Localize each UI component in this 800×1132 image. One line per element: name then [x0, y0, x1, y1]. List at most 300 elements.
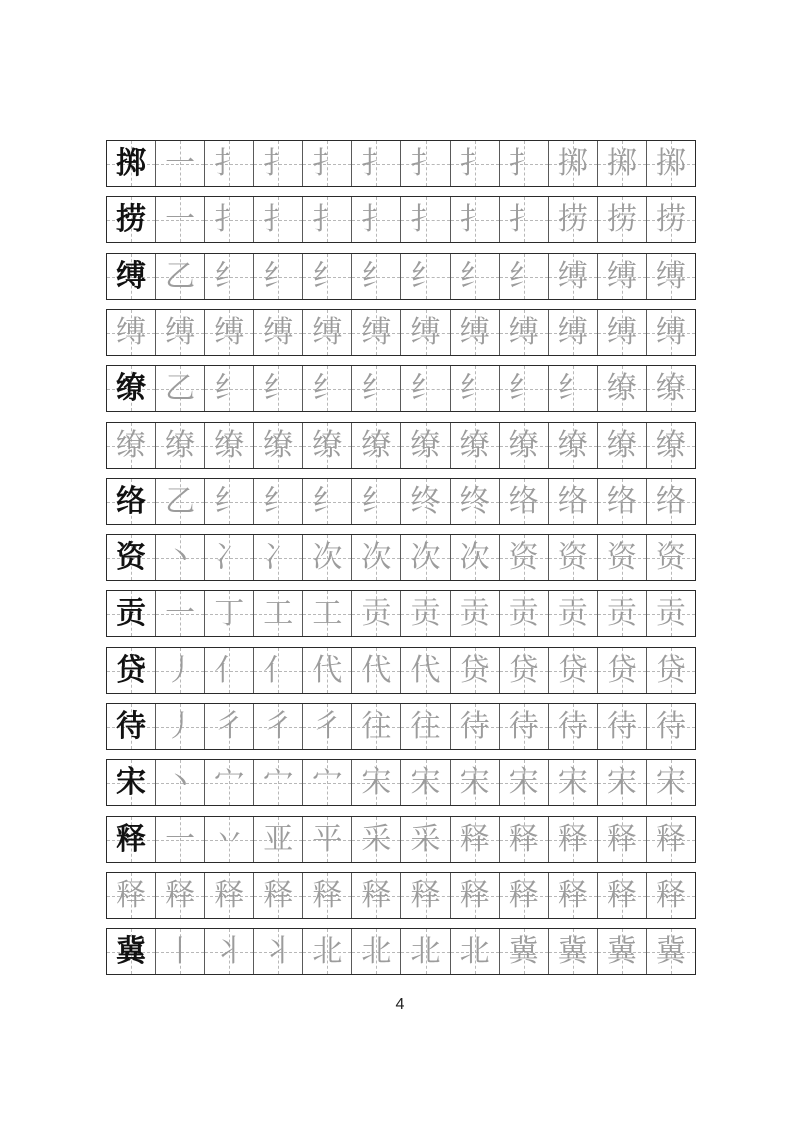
character-glyph: 终 [459, 483, 490, 519]
tracing-cell [646, 310, 695, 355]
character-glyph: 贡 [116, 595, 147, 631]
tracing-cell [302, 817, 351, 862]
character-glyph: 缭 [214, 427, 245, 463]
tracing-cell [450, 535, 499, 580]
tracing-cell [646, 423, 695, 468]
tracing-cell [646, 141, 695, 186]
character-glyph: 冀 [508, 933, 539, 969]
tracing-cell [400, 141, 449, 186]
tracing-cell [155, 704, 204, 749]
character-glyph: 纟 [214, 370, 245, 406]
character-glyph: 缭 [116, 427, 147, 463]
character-glyph: 亚 [263, 821, 294, 857]
character-glyph: 纟 [508, 370, 539, 406]
character-glyph: 冀 [557, 933, 588, 969]
tracing-cell [204, 760, 253, 805]
character-glyph: 贷 [508, 652, 539, 688]
character-glyph: 终 [410, 483, 441, 519]
model-character-cell [107, 817, 155, 862]
character-glyph: 扌 [361, 145, 392, 181]
character-glyph: 缚 [557, 314, 588, 350]
tracing-cell [646, 197, 695, 242]
character-glyph: 纟 [508, 258, 539, 294]
tracing-cell [302, 197, 351, 242]
tracing-cell [204, 704, 253, 749]
character-glyph: 缚 [655, 258, 686, 294]
character-glyph: 释 [557, 821, 588, 857]
tracing-cell [548, 873, 597, 918]
character-glyph: 释 [214, 877, 245, 913]
character-glyph: 缚 [410, 314, 441, 350]
tracing-cell [351, 535, 400, 580]
tracing-cell [253, 873, 302, 918]
character-glyph: 扌 [263, 201, 294, 237]
tracing-cell [155, 535, 204, 580]
tracing-cell [548, 760, 597, 805]
character-glyph: 释 [606, 821, 637, 857]
character-glyph: 纟 [410, 258, 441, 294]
tracing-cell [597, 423, 646, 468]
character-glyph: 掷 [116, 145, 147, 181]
character-glyph: 冀 [606, 933, 637, 969]
tracing-cell [548, 197, 597, 242]
character-glyph: 贡 [508, 595, 539, 631]
tracing-cell [499, 648, 548, 693]
practice-row [106, 928, 696, 975]
tracing-cell [450, 479, 499, 524]
character-glyph: 贷 [459, 652, 490, 688]
tracing-cell [400, 760, 449, 805]
tracing-cell [450, 648, 499, 693]
character-glyph: 宋 [116, 764, 147, 800]
tracing-cell [253, 929, 302, 974]
character-glyph: 丬 [263, 933, 294, 969]
page-number: 4 [395, 996, 405, 1013]
tracing-cell [597, 141, 646, 186]
model-character-cell [107, 704, 155, 749]
tracing-cell [548, 648, 597, 693]
model-character-cell [107, 648, 155, 693]
model-character-cell [107, 760, 155, 805]
character-glyph: 宋 [557, 764, 588, 800]
character-glyph: 冫 [263, 539, 294, 575]
tracing-cell [155, 873, 204, 918]
tracing-cell [597, 535, 646, 580]
tracing-cell [499, 366, 548, 411]
tracing-cell [499, 479, 548, 524]
character-glyph: 缚 [263, 314, 294, 350]
tracing-cell [597, 591, 646, 636]
character-glyph: 释 [361, 877, 392, 913]
character-glyph: 络 [116, 483, 147, 519]
tracing-cell [548, 817, 597, 862]
character-glyph: 缚 [116, 258, 147, 294]
practice-row [106, 478, 696, 525]
character-glyph: 释 [410, 877, 441, 913]
character-glyph: 丨 [165, 933, 196, 969]
tracing-cell [646, 873, 695, 918]
character-glyph: 缚 [606, 258, 637, 294]
character-glyph: 贡 [361, 595, 392, 631]
tracing-cell [646, 817, 695, 862]
tracing-cell [450, 197, 499, 242]
character-glyph: 释 [557, 877, 588, 913]
tracing-cell [597, 197, 646, 242]
tracing-cell [400, 254, 449, 299]
tracing-cell [548, 535, 597, 580]
tracing-cell [253, 366, 302, 411]
tracing-cell [400, 366, 449, 411]
model-character-cell [107, 254, 155, 299]
tracing-cell [400, 591, 449, 636]
tracing-cell [253, 760, 302, 805]
character-glyph: 纟 [312, 258, 343, 294]
character-glyph: 扌 [410, 201, 441, 237]
tracing-cell [400, 817, 449, 862]
tracing-cell [400, 197, 449, 242]
tracing-cell [499, 817, 548, 862]
character-glyph: 宋 [410, 764, 441, 800]
character-glyph: 代 [410, 652, 441, 688]
character-glyph: 纟 [263, 483, 294, 519]
character-glyph: 冫 [214, 539, 245, 575]
tracing-cell [253, 535, 302, 580]
tracing-cell [302, 535, 351, 580]
character-glyph: 纟 [214, 258, 245, 294]
tracing-cell [302, 591, 351, 636]
character-glyph: 释 [459, 877, 490, 913]
tracing-cell [400, 648, 449, 693]
tracing-cell [499, 423, 548, 468]
character-glyph: 待 [459, 708, 490, 744]
tracing-cell [302, 648, 351, 693]
tracing-cell [155, 591, 204, 636]
model-character-cell [107, 141, 155, 186]
character-glyph: 贡 [459, 595, 490, 631]
tracing-cell [302, 479, 351, 524]
tracing-cell [351, 591, 400, 636]
tracing-cell [302, 310, 351, 355]
tracing-cell [155, 929, 204, 974]
tracing-cell [597, 479, 646, 524]
tracing-cell [499, 704, 548, 749]
character-glyph: 缚 [655, 314, 686, 350]
character-glyph: 扌 [508, 145, 539, 181]
tracing-cell [204, 591, 253, 636]
tracing-cell [155, 760, 204, 805]
tracing-cell [351, 929, 400, 974]
tracing-cell [351, 197, 400, 242]
tracing-cell [499, 929, 548, 974]
tracing-cell [253, 197, 302, 242]
character-glyph: 缭 [459, 427, 490, 463]
character-glyph: 掷 [606, 145, 637, 181]
model-character-cell [107, 591, 155, 636]
tracing-cell [351, 817, 400, 862]
tracing-cell [646, 591, 695, 636]
tracing-cell [646, 704, 695, 749]
character-glyph: 扌 [214, 145, 245, 181]
character-glyph: 络 [655, 483, 686, 519]
character-glyph: 纟 [459, 258, 490, 294]
character-glyph: 往 [410, 708, 441, 744]
tracing-cell [400, 423, 449, 468]
tracing-cell [253, 704, 302, 749]
character-glyph: 采 [410, 821, 441, 857]
tracing-cell [204, 873, 253, 918]
character-glyph: 纟 [263, 258, 294, 294]
tracing-cell [302, 423, 351, 468]
character-glyph: 彳 [312, 708, 343, 744]
tracing-cell [204, 141, 253, 186]
character-glyph: 资 [557, 539, 588, 575]
tracing-cell [400, 479, 449, 524]
character-glyph: 彳 [214, 708, 245, 744]
tracing-cell [155, 141, 204, 186]
tracing-cell [646, 760, 695, 805]
tracing-cell [597, 760, 646, 805]
character-glyph: 宀 [214, 764, 245, 800]
character-glyph: 贷 [116, 652, 147, 688]
tracing-cell [204, 254, 253, 299]
character-glyph: 资 [655, 539, 686, 575]
tracing-cell [646, 929, 695, 974]
tracing-cell [155, 817, 204, 862]
character-glyph: 扌 [312, 201, 343, 237]
character-glyph: 代 [312, 652, 343, 688]
character-glyph: 释 [116, 877, 147, 913]
character-glyph: 纟 [410, 370, 441, 406]
tracing-cell [597, 929, 646, 974]
character-glyph: 捞 [557, 201, 588, 237]
practice-row [106, 253, 696, 300]
practice-row [106, 365, 696, 412]
character-glyph: 往 [361, 708, 392, 744]
character-glyph: 缚 [361, 314, 392, 350]
character-glyph: 次 [312, 539, 343, 575]
character-glyph: 宋 [459, 764, 490, 800]
tracing-cell [597, 366, 646, 411]
tracing-cell [204, 310, 253, 355]
character-glyph: 纟 [263, 370, 294, 406]
tracing-cell [646, 254, 695, 299]
tracing-cell [548, 704, 597, 749]
character-glyph: 丁 [214, 595, 245, 631]
tracing-cell [548, 423, 597, 468]
character-glyph: 资 [116, 539, 147, 575]
tracing-cell [597, 648, 646, 693]
character-glyph: 北 [459, 933, 490, 969]
character-glyph: 缚 [312, 314, 343, 350]
tracing-cell [351, 141, 400, 186]
tracing-cell [450, 141, 499, 186]
tracing-cell [450, 310, 499, 355]
character-glyph: 扌 [214, 201, 245, 237]
model-character-cell [107, 197, 155, 242]
tracing-cell [450, 760, 499, 805]
character-glyph: 丶 [165, 764, 196, 800]
tracing-cell [450, 591, 499, 636]
model-character-cell [107, 366, 155, 411]
character-glyph: 缭 [606, 427, 637, 463]
character-glyph: 贡 [557, 595, 588, 631]
character-glyph: 宀 [263, 764, 294, 800]
tracing-cell [204, 479, 253, 524]
character-glyph: 纟 [361, 370, 392, 406]
tracing-cell [302, 704, 351, 749]
character-glyph: 贡 [410, 595, 441, 631]
character-glyph: 掷 [557, 145, 588, 181]
practice-row [106, 759, 696, 806]
character-glyph: 丷 [214, 821, 245, 857]
tracing-cell [450, 817, 499, 862]
practice-row [106, 196, 696, 243]
character-glyph: 次 [361, 539, 392, 575]
character-glyph: 宋 [508, 764, 539, 800]
tracing-cell [450, 873, 499, 918]
character-glyph: 宋 [606, 764, 637, 800]
character-glyph: 贷 [557, 652, 588, 688]
character-glyph: 乙 [165, 370, 196, 406]
practice-row [106, 816, 696, 863]
tracing-cell [450, 929, 499, 974]
character-glyph: 纟 [361, 258, 392, 294]
character-glyph: 资 [606, 539, 637, 575]
tracing-cell [450, 704, 499, 749]
practice-row [106, 590, 696, 637]
character-glyph: 工 [312, 595, 343, 631]
tracing-cell [253, 254, 302, 299]
tracing-cell [351, 760, 400, 805]
tracing-cell [646, 648, 695, 693]
tracing-cell [597, 817, 646, 862]
tracing-cell [548, 141, 597, 186]
character-glyph: 缚 [557, 258, 588, 294]
tracing-cell [253, 141, 302, 186]
character-glyph: 释 [655, 821, 686, 857]
character-glyph: 释 [116, 821, 147, 857]
tracing-cell [548, 310, 597, 355]
practice-row [106, 422, 696, 469]
model-character-cell [107, 535, 155, 580]
character-glyph: 纟 [459, 370, 490, 406]
model-character-cell [107, 423, 155, 468]
character-glyph: 资 [508, 539, 539, 575]
practice-row [106, 872, 696, 919]
tracing-cell [302, 929, 351, 974]
tracing-cell [204, 929, 253, 974]
tracing-cell [499, 141, 548, 186]
character-glyph: 释 [263, 877, 294, 913]
tracing-cell [499, 760, 548, 805]
character-glyph: 平 [312, 821, 343, 857]
character-glyph: 扌 [459, 201, 490, 237]
tracing-cell [204, 817, 253, 862]
character-glyph: 捞 [116, 201, 147, 237]
character-glyph: 待 [606, 708, 637, 744]
tracing-cell [351, 479, 400, 524]
practice-row [106, 534, 696, 581]
character-glyph: 缚 [459, 314, 490, 350]
character-glyph: 彳 [263, 708, 294, 744]
character-glyph: 宋 [361, 764, 392, 800]
practice-row [106, 703, 696, 750]
model-character-cell [107, 310, 155, 355]
tracing-cell [450, 366, 499, 411]
character-glyph: 扌 [508, 201, 539, 237]
tracing-cell [155, 648, 204, 693]
character-glyph: 待 [116, 708, 147, 744]
character-glyph: 纟 [557, 370, 588, 406]
character-glyph: 缭 [165, 427, 196, 463]
tracing-cell [548, 254, 597, 299]
character-glyph: 丿 [165, 652, 196, 688]
tracing-cell [253, 817, 302, 862]
tracing-cell [302, 760, 351, 805]
tracing-cell [450, 423, 499, 468]
tracing-cell [155, 310, 204, 355]
tracing-cell [351, 704, 400, 749]
character-glyph: 待 [655, 708, 686, 744]
character-glyph: 释 [508, 877, 539, 913]
tracing-cell [155, 254, 204, 299]
character-glyph: 工 [263, 595, 294, 631]
tracing-cell [351, 254, 400, 299]
character-glyph: 缭 [508, 427, 539, 463]
character-glyph: 释 [655, 877, 686, 913]
character-glyph: 纟 [214, 483, 245, 519]
tracing-cell [548, 591, 597, 636]
character-glyph: 捞 [606, 201, 637, 237]
tracing-cell [646, 535, 695, 580]
tracing-cell [400, 310, 449, 355]
character-glyph: 代 [361, 652, 392, 688]
tracing-cell [597, 254, 646, 299]
tracing-cell [155, 479, 204, 524]
tracing-cell [204, 535, 253, 580]
character-glyph: 络 [557, 483, 588, 519]
tracing-cell [597, 704, 646, 749]
character-glyph: 冀 [655, 933, 686, 969]
tracing-cell [499, 310, 548, 355]
character-glyph: 贡 [655, 595, 686, 631]
tracing-cell [155, 197, 204, 242]
character-glyph: 缭 [263, 427, 294, 463]
tracing-cell [499, 197, 548, 242]
tracing-cell [351, 366, 400, 411]
tracing-cell [302, 254, 351, 299]
model-character-cell [107, 929, 155, 974]
tracing-cell [204, 648, 253, 693]
character-glyph: 乙 [165, 258, 196, 294]
tracing-cell [351, 423, 400, 468]
model-character-cell [107, 479, 155, 524]
tracing-cell [302, 366, 351, 411]
tracing-cell [253, 591, 302, 636]
tracing-cell [155, 366, 204, 411]
tracing-cell [400, 535, 449, 580]
model-character-cell [107, 873, 155, 918]
tracing-cell [400, 873, 449, 918]
character-glyph: 缚 [508, 314, 539, 350]
tracing-cell [499, 254, 548, 299]
practice-row [106, 309, 696, 356]
tracing-cell [646, 366, 695, 411]
character-glyph: 络 [606, 483, 637, 519]
character-glyph: 缭 [655, 427, 686, 463]
character-glyph: 释 [165, 877, 196, 913]
tracing-cell [253, 648, 302, 693]
